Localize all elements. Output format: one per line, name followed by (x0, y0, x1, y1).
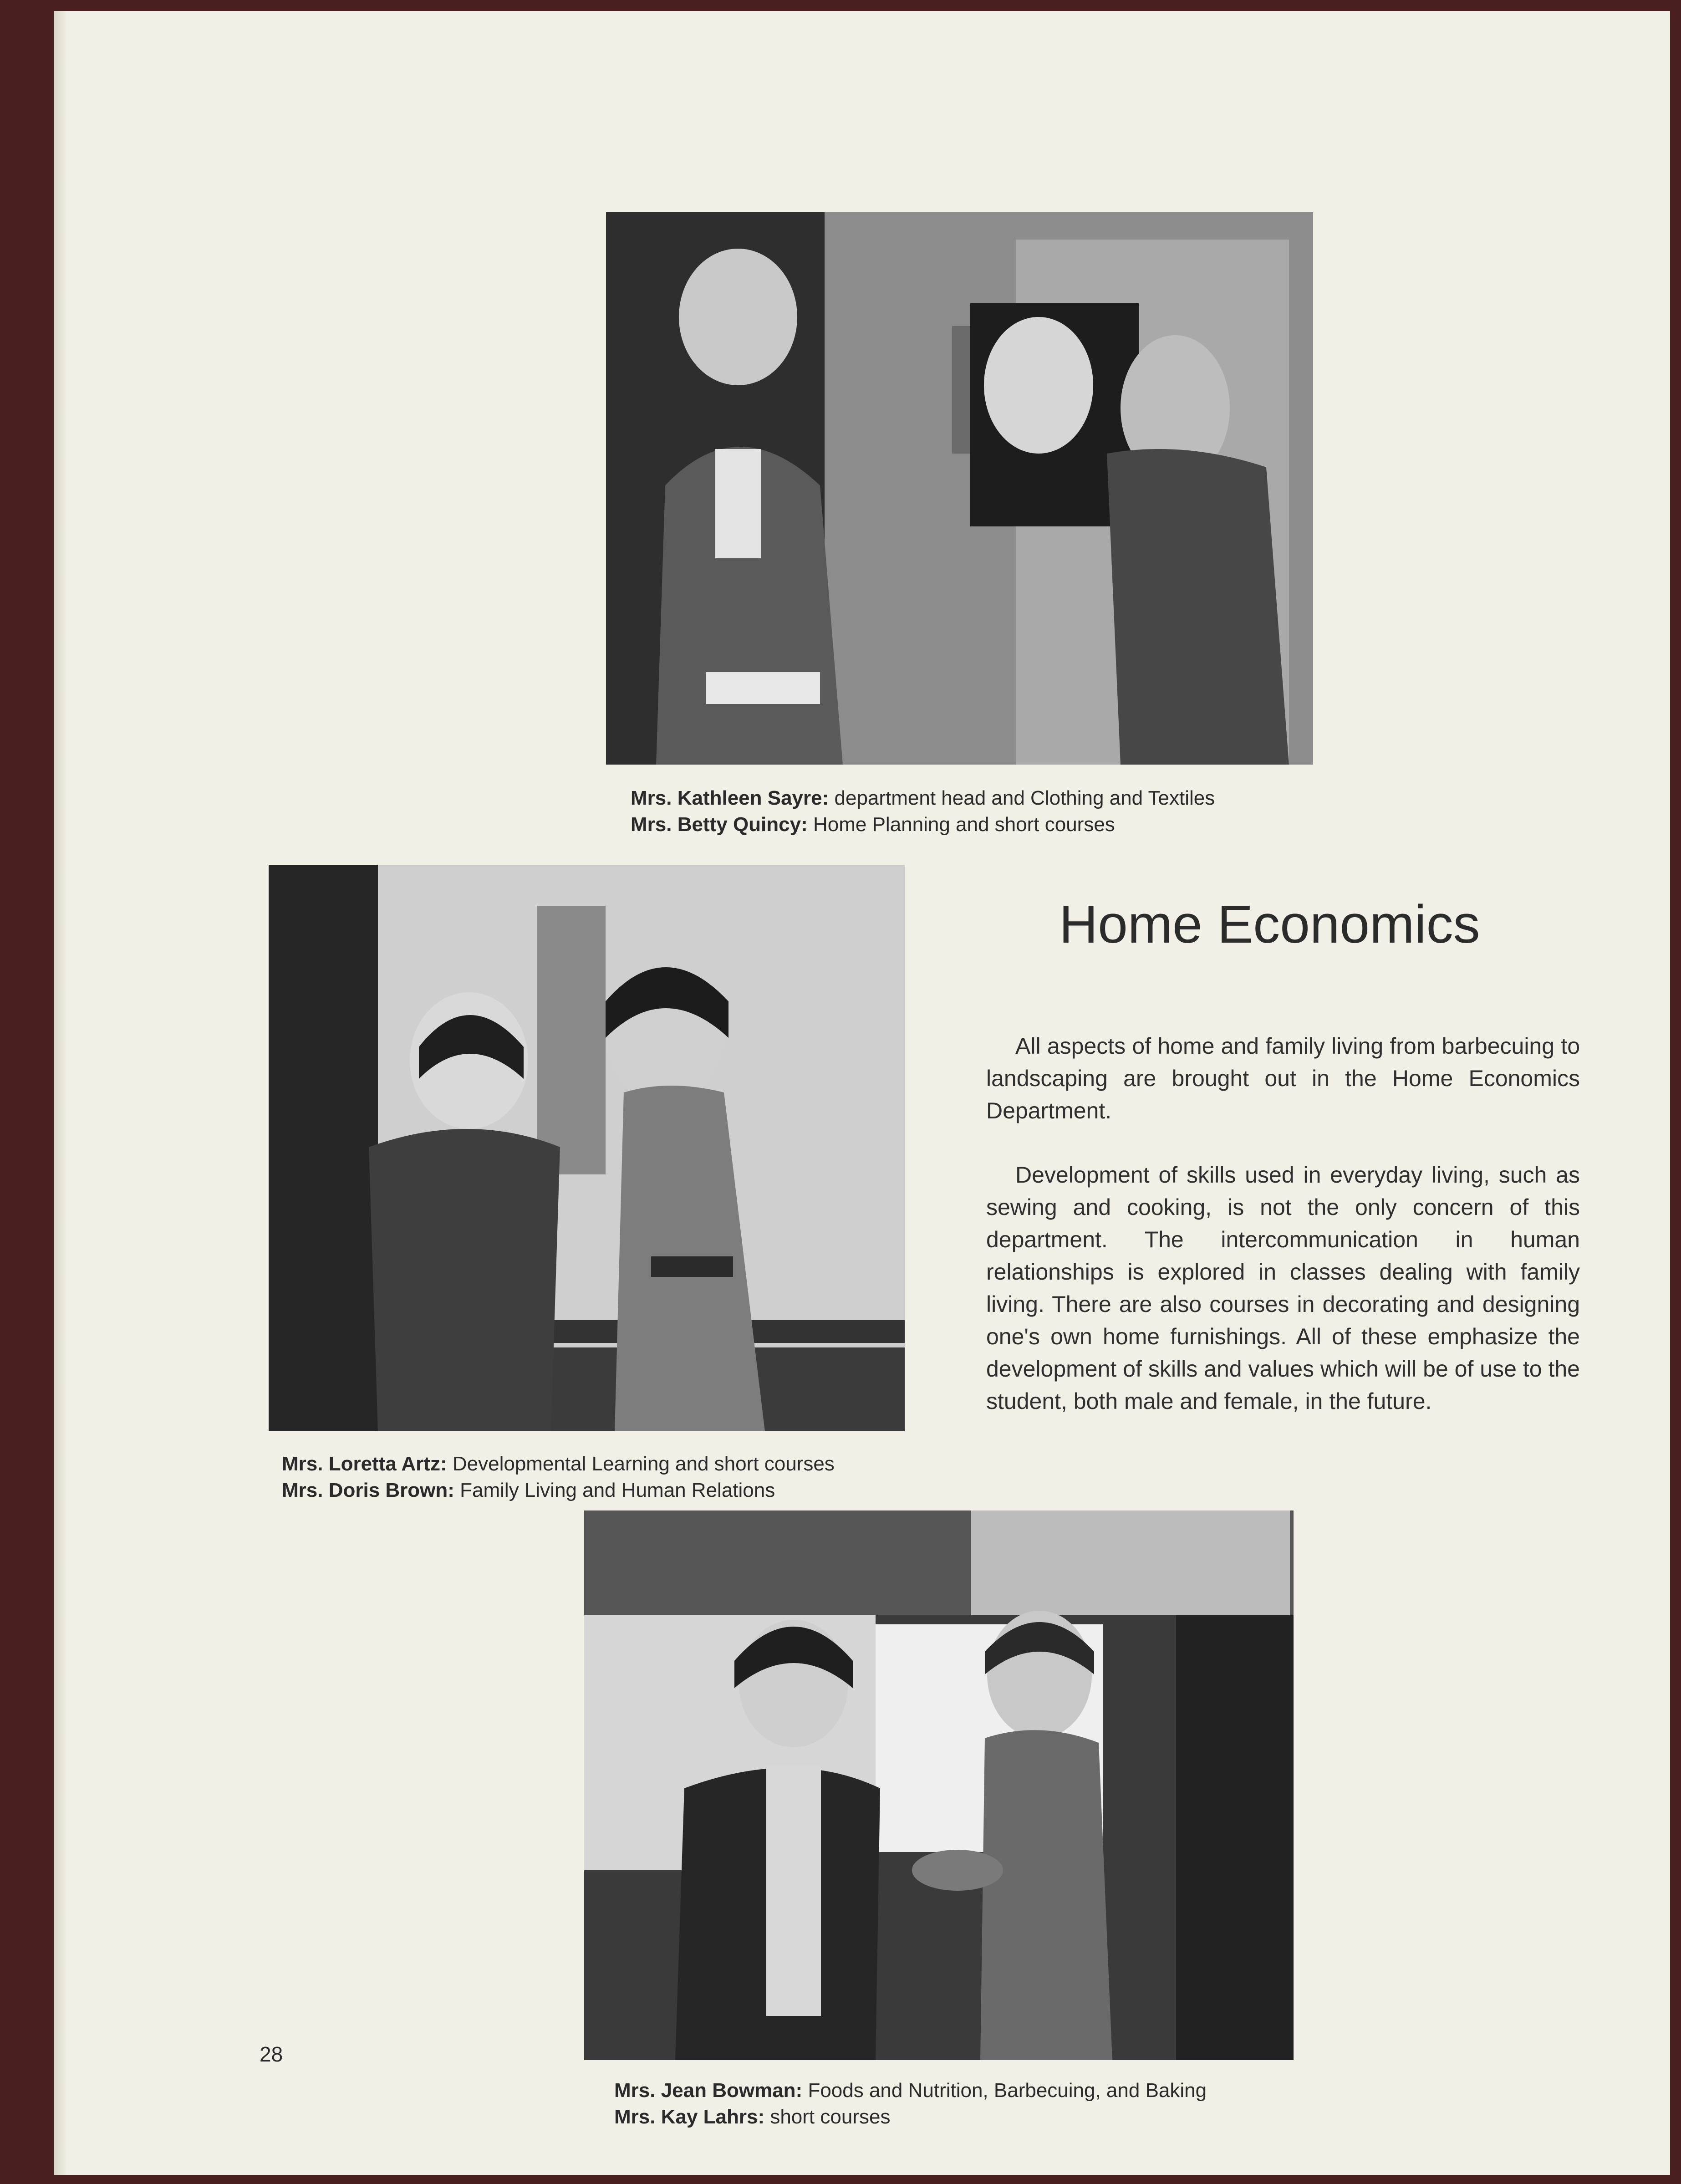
article-paragraph: Development of skills used in everyday living, such as sewing and cooking, is not the only concern of this department. The intercommunication in human relationships is explored in classes dealing with family living. There are also courses in decorating and designing one's own home furnishings. All of these emphasize the development of skills and values which will be of use to the student, both male and female, in the future. (986, 1162, 1580, 1414)
caption-role: Home Planning and short courses (807, 813, 1115, 836)
caption-name: Mrs. Loretta Artz: (282, 1453, 447, 1475)
caption-line (614, 2104, 1207, 2130)
caption-role: Developmental Learning and short courses (447, 1453, 835, 1475)
photo-bowman-lahrs-image (584, 1510, 1294, 2060)
caption-role: Foods and Nutrition, Barbecuing, and Baking (802, 2079, 1207, 2102)
caption-line (282, 1477, 835, 1504)
caption-name: Mrs. Kathleen Sayre: (631, 787, 829, 809)
page-title: Home Economics (1059, 894, 1480, 954)
photo-sayre-quincy (606, 212, 1313, 765)
caption-line (614, 2077, 1207, 2104)
page-number: 28 (260, 2042, 283, 2066)
caption-role: Family Living and Human Relations (454, 1479, 775, 1501)
caption-role: short courses (764, 2106, 891, 2128)
caption-middle (282, 1451, 835, 1504)
caption-bottom (614, 2077, 1207, 2130)
photo-bowman-lahrs (584, 1510, 1294, 2060)
caption-name: Mrs. Doris Brown: (282, 1479, 454, 1501)
caption-role: department head and Clothing and Textiles (829, 787, 1215, 809)
article-body (986, 1030, 1580, 1449)
caption-line (282, 1451, 835, 1477)
caption-top (631, 785, 1215, 838)
article-paragraph: All aspects of home and family living from barbecuing to landscaping are brought out in the Home Economics Department. (986, 1033, 1580, 1123)
yearbook-page (54, 11, 1670, 2175)
caption-name: Mrs. Kay Lahrs: (614, 2106, 765, 2128)
caption-name: Mrs. Betty Quincy: (631, 813, 808, 836)
caption-line (631, 811, 1215, 838)
caption-line (631, 785, 1215, 811)
page-binding-edge (54, 11, 67, 2175)
photo-artz-brown (269, 865, 905, 1431)
photo-artz-brown-image (269, 865, 905, 1431)
caption-name: Mrs. Jean Bowman: (614, 2079, 803, 2102)
photo-sayre-quincy-image (606, 212, 1313, 765)
